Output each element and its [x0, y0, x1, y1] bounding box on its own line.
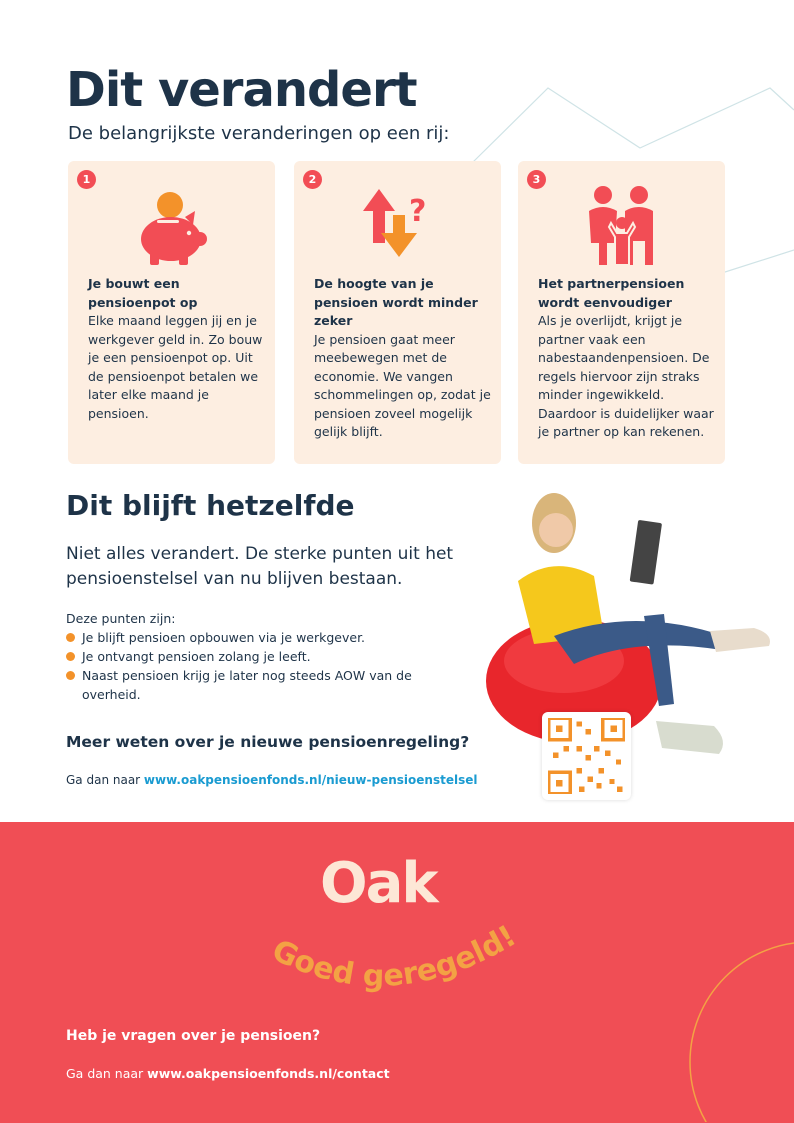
svg-text:?: ?: [408, 194, 426, 229]
piggy-bank-icon: [127, 181, 217, 271]
tagline-text: Goed geregeld!: [266, 918, 523, 995]
svg-text:Goed geregeld!: [266, 919, 522, 995]
family-icon: [577, 181, 667, 271]
more-info-title: Meer weten over je nieuwe pensioenregeling?: [66, 733, 470, 751]
oak-logo: [320, 852, 480, 922]
more-info-line: Ga dan naar www.oakpensioenfonds.nl/nieuw-pensioenstelsel: [66, 773, 478, 787]
up-down-question-icon: [353, 181, 443, 271]
card-number: 3: [527, 170, 546, 189]
card-text: [88, 275, 265, 423]
card-body: Als je overlijdt, krijgt je partner vaak een nabestaandenpensioen. De regels hiervoor zijn straks minder ingewikkeld. Daardoor is duidelijker waar je partner op kan rekenen.: [538, 313, 714, 439]
footer-contact-line: Ga dan naar www.oakpensioenfonds.nl/contact: [66, 1066, 390, 1081]
card-text: [538, 275, 715, 442]
change-card-3: [518, 161, 725, 464]
card-number: 1: [77, 170, 96, 189]
new-pension-link[interactable]: www.oakpensioenfonds.nl/nieuw-pensioenstelsel: [143, 773, 478, 787]
card-heading: Het partnerpensioen wordt eenvoudiger: [538, 276, 685, 310]
list-item: Je ontvangt pensioen zolang je leeft.: [66, 647, 446, 666]
card-body: Elke maand leggen jij en je werkgever geld in. Zo bouw je een pensioenpot op. Uit de pensioenpot betalen we later elke maand je pensioen.: [88, 313, 263, 421]
page-subtitle: De belangrijkste veranderingen op een rij:: [68, 123, 450, 144]
change-card-2: [294, 161, 501, 464]
qr-pattern: [548, 718, 625, 794]
change-card-1: [68, 161, 275, 464]
tagline: [250, 917, 570, 1007]
points-label: Deze punten zijn:: [66, 611, 176, 626]
card-body: Je pensioen gaat meer meebewegen met de economie. We vangen schommelingen op, zodat je pensioen zoveel mogelijk gelijk blijft.: [314, 331, 491, 439]
bullet-dot: [66, 633, 75, 642]
card-heading: Je bouwt een pensioenpot op: [88, 276, 198, 310]
bullet-dot: [66, 671, 75, 680]
decorative-arc: [670, 922, 794, 1122]
card-heading: De hoogte van je pensioen wordt minder zeker: [314, 276, 478, 328]
section-title: Dit blijft hetzelfde: [66, 489, 355, 522]
contact-link[interactable]: www.oakpensioenfonds.nl/contact: [147, 1066, 390, 1081]
section-intro: Niet alles verandert. De sterke punten uit het pensioenstelsel van nu blijven bestaan.: [66, 544, 454, 589]
page-title: Dit verandert: [66, 62, 417, 118]
card-text: [314, 275, 491, 442]
logo-wordmark: Oak: [320, 851, 437, 916]
list-item: Naast pensioen krijg je later nog steeds AOW van de overheid.: [66, 666, 446, 704]
bullet-dot: [66, 652, 75, 661]
footer: [0, 822, 794, 1123]
woman-with-laptop-photo: [484, 486, 784, 766]
list-item: Je blijft pensioen opbouwen via je werkgever.: [66, 628, 446, 647]
footer-question: Heb je vragen over je pensioen?: [66, 1028, 321, 1044]
qr-code[interactable]: [542, 712, 631, 800]
points-list: [66, 628, 446, 704]
card-number: 2: [303, 170, 322, 189]
